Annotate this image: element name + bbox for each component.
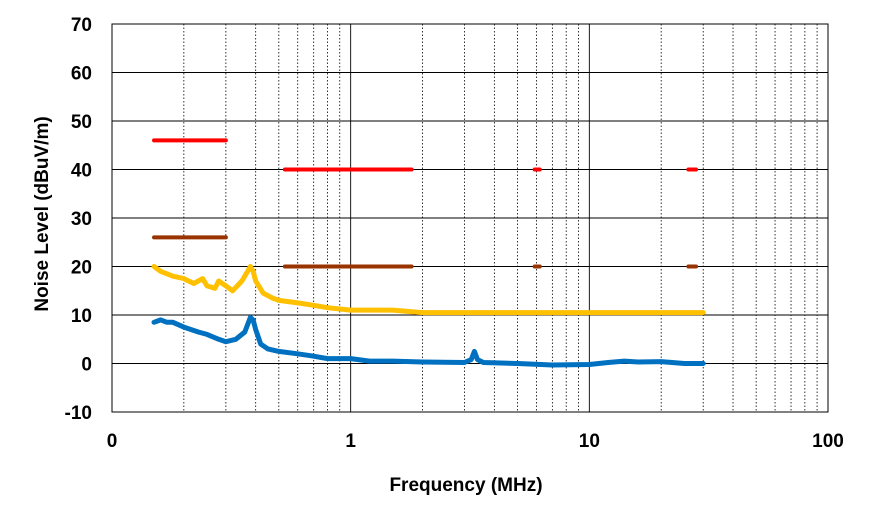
y-tick-label: 30: [70, 209, 92, 230]
y-tick-label: 10: [70, 306, 92, 327]
x-tick-label: 0: [106, 431, 118, 452]
y-tick-label: 60: [70, 63, 92, 85]
y-tick-label: 40: [70, 160, 92, 182]
y-tick-label: 70: [70, 15, 92, 36]
x-tick-labels: [107, 431, 844, 452]
y-tick-label: 0: [81, 354, 92, 376]
x-tick-label: 10: [578, 431, 600, 452]
y-tick-label: -10: [64, 403, 92, 424]
x-tick-label: 1: [345, 431, 356, 452]
y-tick-labels: [65, 15, 92, 424]
x-axis-title: Frequency (MHz): [389, 475, 543, 496]
y-tick-label: 50: [70, 112, 92, 133]
x-tick-label: 100: [812, 431, 844, 452]
y-axis-title: Noise Level (dBuV/m): [32, 116, 53, 312]
y-tick-label: 20: [70, 257, 92, 279]
